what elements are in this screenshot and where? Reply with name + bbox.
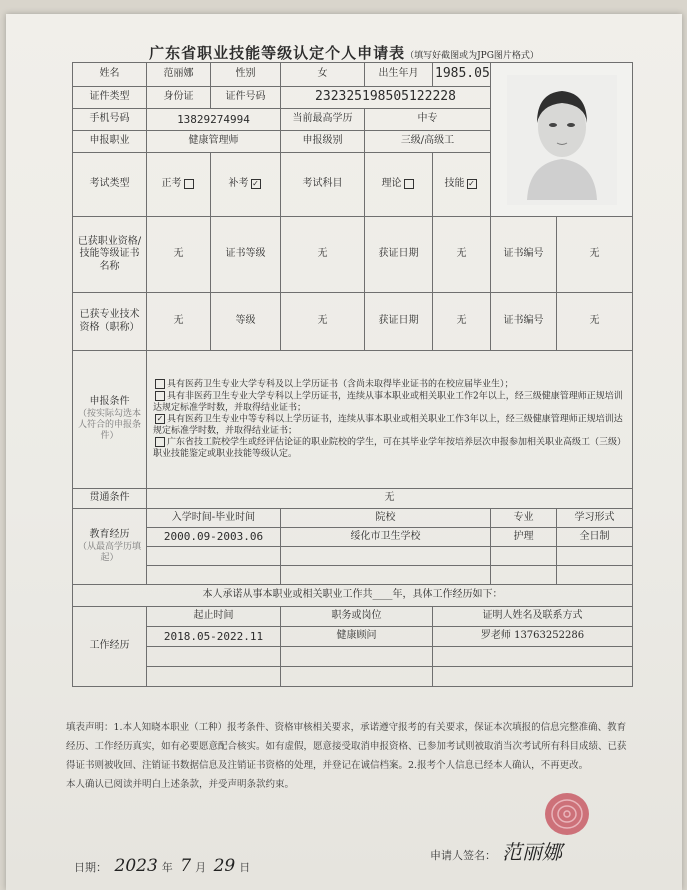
- name-label: 姓名: [73, 63, 147, 87]
- theory-checkbox[interactable]: [404, 179, 414, 189]
- level-label: 申报级别: [281, 131, 365, 153]
- work-empty-2a: [147, 667, 281, 687]
- edu-major: 护理: [491, 528, 557, 547]
- condition-checkbox-1[interactable]: [155, 379, 165, 389]
- id-type-value: 身份证: [147, 87, 211, 109]
- condition-text-2: 具有非医药卫生专业大学专科以上学历证书，连续从事本职业或相关职业工作2年以上，经三级健康管理师正规培训达规定标准学时数，并取得结业证书；: [153, 391, 623, 413]
- condition-text-4: 广东省技工院校学生或经评估论证的职业院校的学生，可在其毕业学年按培养层次申报参加相关职业高级工（三级）职业技能鉴定或职业技能等级认定。: [153, 437, 627, 459]
- qual2-label: 已获专业技术资格（职称）: [73, 293, 147, 351]
- cert-level-label: 证书等级: [211, 217, 281, 293]
- date-label: 日期：: [74, 861, 107, 874]
- issue-date-value-2: 无: [433, 293, 491, 351]
- issue-date-label-2: 获证日期: [365, 293, 433, 351]
- birth-label: 出生年月: [365, 63, 433, 87]
- condition-item-2: [153, 391, 626, 414]
- condition-text-3: 具有医药卫生专业中等专科以上学历证书，连续从事本职业或相关职业工作3年以上，经三级健康管理师正规培训达规定标准学时数，并取得结业证书；: [153, 414, 623, 436]
- cert-no-value: 无: [557, 217, 633, 293]
- phone-value: 13829274994: [147, 109, 281, 131]
- exam-theory: [365, 153, 433, 217]
- application-table: [72, 62, 633, 687]
- edu-empty-1b: [281, 547, 491, 566]
- work-witness: 罗老师 13763252286: [433, 627, 633, 647]
- condition-checkbox-3-checked[interactable]: ✓: [156, 413, 164, 423]
- theory-label: 理论: [381, 178, 402, 190]
- qual1-label: 已获职业资格/技能等级证书名称: [73, 217, 147, 293]
- condition-checkbox-2[interactable]: [155, 391, 165, 401]
- date-day-unit: 日: [239, 861, 251, 874]
- photo-cell: [491, 63, 633, 217]
- declaration: [66, 718, 634, 794]
- date-month-unit: 月: [195, 861, 207, 874]
- birth-value: 1985.05: [433, 63, 491, 87]
- cert-no-value-2: 无: [557, 293, 633, 351]
- work-promise: 本人承诺从事本职业或相关职业工作共____年，具体工作经历如下：: [73, 585, 633, 607]
- edu-empty-2d: [557, 566, 633, 585]
- job-value: 健康管理师: [147, 131, 281, 153]
- edu-empty-1d: [557, 547, 633, 566]
- edu-col-period: 入学时间-毕业时间: [147, 509, 281, 528]
- qual1-name-value: 无: [147, 217, 211, 293]
- grade-value: 无: [281, 293, 365, 351]
- fingerprint-seal: [542, 790, 592, 838]
- id-no-value: 232325198505122228: [281, 87, 491, 109]
- edu-label: 教育经历: [89, 529, 130, 540]
- edu-col-school: 院校: [281, 509, 491, 528]
- subtitle: （填写好截图或为JPG图片格式）: [405, 51, 539, 61]
- work-empty-1a: [147, 647, 281, 667]
- id-no-label: 证件号码: [211, 87, 281, 109]
- makeup-label: 补考: [228, 178, 249, 190]
- work-col-witness: 证明人姓名及联系方式: [433, 607, 633, 627]
- issue-date-label: 获证日期: [365, 217, 433, 293]
- date-year: 2023: [114, 856, 158, 876]
- work-period: 2018.05-2022.11: [147, 627, 281, 647]
- work-label: 工作经历: [73, 607, 147, 687]
- condition-item-3: [153, 414, 626, 437]
- declaration-confirm: 本人确认已阅读并明白上述条款，并受声明条款约束。: [66, 779, 295, 790]
- work-col-post: 职务或岗位: [281, 607, 433, 627]
- through-value: 无: [147, 489, 633, 509]
- edu-mode: 全日制: [557, 528, 633, 547]
- signature-line: [430, 836, 562, 865]
- level-value: 三级/高级工: [365, 131, 491, 153]
- exam-skill: [433, 153, 491, 217]
- skill-checkbox-checked[interactable]: ✓: [468, 178, 475, 188]
- edu-empty-1c: [491, 547, 557, 566]
- name-value: 范丽娜: [147, 63, 211, 87]
- id-type-label: 证件类型: [73, 87, 147, 109]
- work-empty-2c: [433, 667, 633, 687]
- edu-hint: （从最高学历填起）: [77, 541, 141, 563]
- edu-col-major: 专业: [491, 509, 557, 528]
- regular-label: 正考: [161, 178, 182, 190]
- exam-regular: [147, 153, 211, 217]
- edu-school: 绥化市卫生学校: [281, 528, 491, 547]
- condition-label-cell: [73, 351, 147, 489]
- work-empty-1b: [281, 647, 433, 667]
- condition-item-1: [153, 379, 626, 391]
- edu-period: 2000.09-2003.06: [147, 528, 281, 547]
- through-label: 贯通条件: [73, 489, 147, 509]
- date-line: [74, 856, 250, 876]
- work-post: 健康顾问: [281, 627, 433, 647]
- phone-label: 手机号码: [73, 109, 147, 131]
- makeup-checkbox-checked[interactable]: ✓: [252, 178, 259, 188]
- condition-list: [147, 351, 633, 489]
- skill-label: 技能: [444, 178, 465, 190]
- education-value: 中专: [365, 109, 491, 131]
- edu-col-mode: 学习形式: [557, 509, 633, 528]
- condition-hint: （按实际勾选本人符合的申报条件）: [77, 408, 141, 442]
- date-year-unit: 年: [161, 861, 173, 874]
- exam-makeup: [211, 153, 281, 217]
- work-empty-2b: [281, 667, 433, 687]
- edu-empty-2c: [491, 566, 557, 585]
- applicant-photo: [507, 75, 617, 205]
- form-title: [6, 42, 682, 63]
- condition-text-1: 具有医药卫生专业大学专科及以上学历证书（含尚未取得毕业证书的在校应届毕业生）；: [167, 379, 514, 390]
- cert-no-label-2: 证书编号: [491, 293, 557, 351]
- gender-label: 性别: [211, 63, 281, 87]
- sign-label: 申请人签名：: [430, 849, 496, 862]
- condition-checkbox-4[interactable]: [155, 437, 165, 447]
- edu-empty-2a: [147, 566, 281, 585]
- education-label: 当前最高学历: [281, 109, 365, 131]
- condition-label: 申报条件: [89, 396, 130, 408]
- title-text: 广东省职业技能等级认定个人申请表: [149, 44, 406, 62]
- cert-no-label: 证书编号: [491, 217, 557, 293]
- signature: 范丽娜: [502, 840, 562, 864]
- qual2-name-value: 无: [147, 293, 211, 351]
- regular-checkbox[interactable]: [184, 179, 194, 189]
- grade-label: 等级: [211, 293, 281, 351]
- edu-label-cell: [73, 509, 147, 585]
- work-empty-1c: [433, 647, 633, 667]
- date-month: 7: [180, 856, 192, 876]
- work-col-period: 起止时间: [147, 607, 281, 627]
- exam-subject-label: 考试科目: [281, 153, 365, 217]
- gender-value: 女: [281, 63, 365, 87]
- edu-empty-2b: [281, 566, 491, 585]
- date-day: 29: [213, 856, 236, 876]
- edu-empty-1a: [147, 547, 281, 566]
- exam-type-label: 考试类型: [73, 153, 147, 217]
- cert-level-value: 无: [281, 217, 365, 293]
- declaration-text: 填表声明：1.本人知晓本职业（工种）报考条件、资格审核相关要求，承诺遵守报考的有关要求，保证本次填报的信息完整准确、教育经历、工作经历真实，如有必要愿意配合核实。如有虚假，愿意接受取消申报资格、已参加考试则被取消当次考试所有科目成绩、已获得证书则被收回、注销证书数据信息及注销证书资格的处理，并登记在诚信档案。2.报考个人信息已经本人确认，不再更改。: [66, 722, 627, 771]
- condition-item-4: [153, 437, 626, 460]
- job-label: 申报职业: [73, 131, 147, 153]
- issue-date-value: 无: [433, 217, 491, 293]
